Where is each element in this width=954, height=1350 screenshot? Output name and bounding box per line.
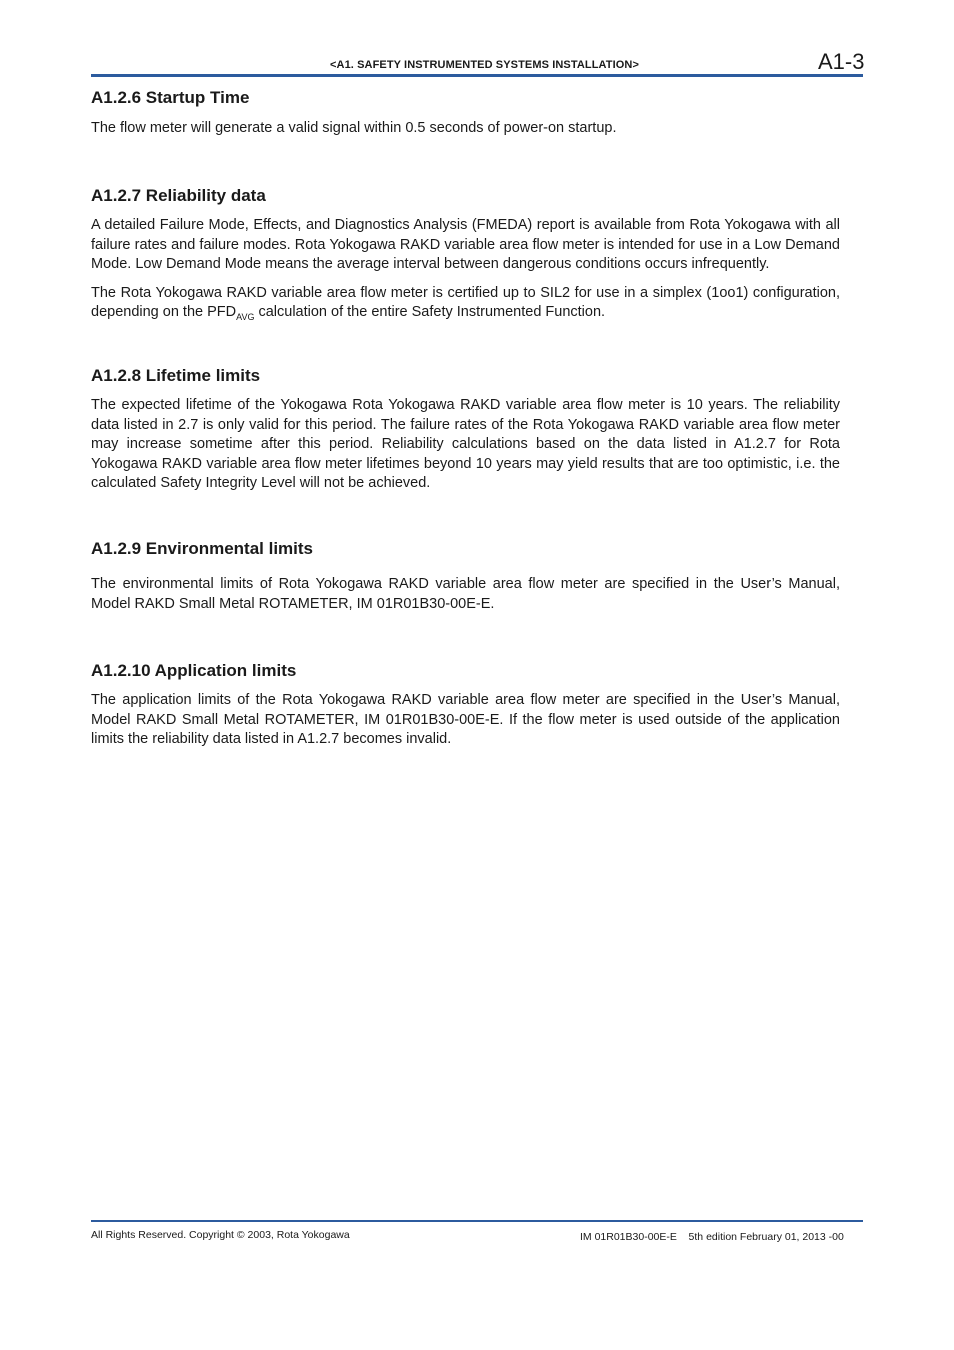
- paragraph-fmeda: A detailed Failure Mode, Effects, and Diagnostics Analysis (FMEDA) report is available from Rota Yokogawa with all failure rates and failure modes. Rota Yokogawa RAKD variable area flow meter is intended for use in a Low Demand Mode. Low Demand Mode means the average interval between dangerous conditions occurs infrequently.: [91, 217, 840, 273]
- paragraph-sil2-certification: [91, 284, 840, 323]
- section-environmental-limits: [91, 537, 840, 614]
- footer-rule: [91, 1220, 863, 1222]
- footer-copyright: All Rights Reserved. Copyright © 2003, Rota Yokogawa: [91, 1229, 350, 1241]
- section-heading-application-limits: A1.2.10 Application limits: [91, 661, 297, 681]
- sil2-text-after: calculation of the entire Safety Instrumented Function.: [254, 304, 606, 321]
- section-startup-time: [91, 86, 840, 138]
- section-heading-lifetime-limits: A1.2.8 Lifetime limits: [91, 366, 261, 386]
- section-application-limits: [91, 659, 840, 749]
- section-heading-reliability-data: A1.2.7 Reliability data: [91, 186, 266, 206]
- paragraph-startup-time: The flow meter will generate a valid signal within 0.5 seconds of power-on startup.: [91, 120, 617, 136]
- paragraph-lifetime-limits: The expected lifetime of the Yokogawa Rota Yokogawa RAKD variable area flow meter is 10 years. The reliability data listed in 2.7 is only valid for this period. The failure rates of the Rota Yokogawa RAKD variable area flow meter may increase sometime after this period. Reliability calculations based on the data listed in A1.2.7 for Rota Yokogawa RAKD variable area flow meter lifetimes beyond 10 years may yield results that are too optimistic, i.e. the calculated Safety Integrity Level will not be achieved.: [91, 397, 840, 492]
- paragraph-application-limits: The application limits of the Rota Yokogawa RAKD variable area flow meter are specified in the User’s Manual, Model RAKD Small Metal ROTAMETER, IM 01R01B30-00E-E. If the flow meter is used outside of the application limits the reliability data listed in A1.2.7 becomes invalid.: [91, 692, 840, 748]
- section-heading-startup-time: A1.2.6 Startup Time: [91, 88, 250, 107]
- sil2-text-before: The Rota Yokogawa RAKD variable area flow meter is certified up to SIL2 for use in a simplex (1oo1) configuration, depending on the PFD: [91, 284, 840, 321]
- chapter-header: <A1. SAFETY INSTRUMENTED SYSTEMS INSTALLATION>: [330, 59, 639, 71]
- section-lifetime-limits: [91, 364, 840, 493]
- pfd-avg-subscript: AVG: [236, 312, 255, 323]
- section-reliability-data: [91, 184, 840, 322]
- section-heading-environmental-limits: A1.2.9 Environmental limits: [91, 539, 314, 559]
- header-rule: [91, 74, 863, 77]
- page-content: [91, 86, 840, 750]
- paragraph-environmental-limits: The environmental limits of Rota Yokogawa RAKD variable area flow meter are specified in the User’s Manual, Model RAKD Small Metal ROTAMETER, IM 01R01B30-00E-E.: [91, 576, 840, 612]
- footer-document-info: IM 01R01B30-00E-E 5th edition February 01, 2013 -00: [580, 1231, 844, 1243]
- page-number: A1-3: [818, 49, 865, 74]
